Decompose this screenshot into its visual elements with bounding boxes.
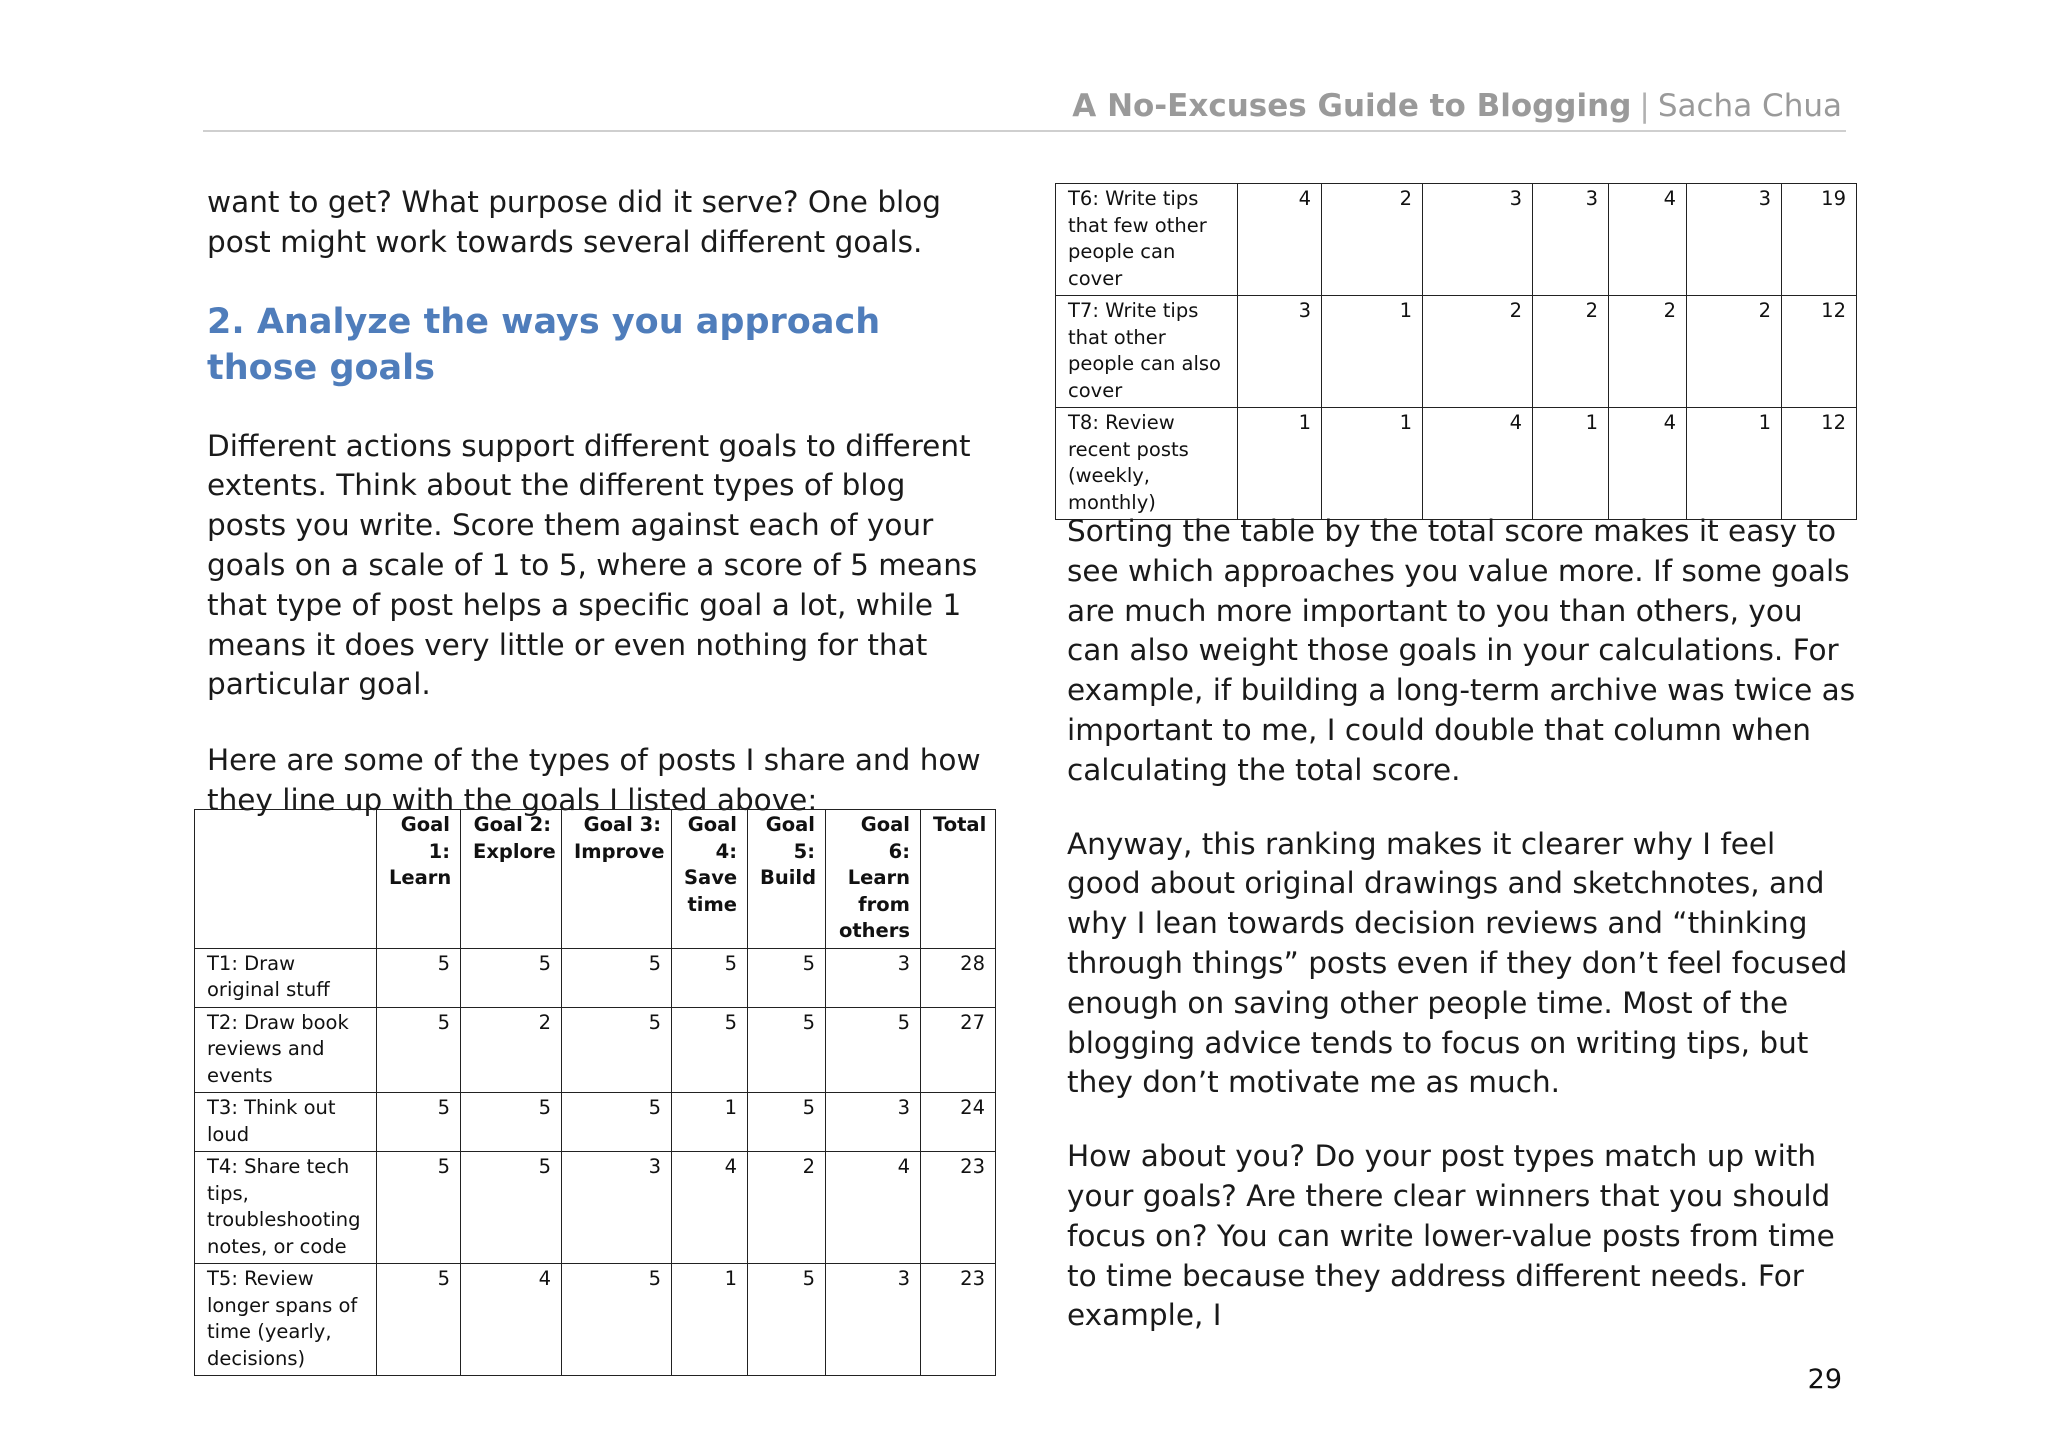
score-cell: 4: [1423, 408, 1533, 520]
table-row: [195, 1093, 996, 1152]
total-cell: 23: [921, 1264, 996, 1376]
score-cell: 4: [1609, 408, 1687, 520]
total-cell: 19: [1782, 184, 1857, 296]
score-cell: 5: [377, 1152, 461, 1264]
row-label: T1: Draw original stuff: [195, 948, 377, 1007]
total-cell: 12: [1782, 296, 1857, 408]
row-label: T4: Share tech tips, troubleshooting notes, or code: [195, 1152, 377, 1264]
score-cell: 1: [1533, 408, 1609, 520]
row-label: T8: Review recent posts (weekly, monthly): [1056, 408, 1238, 520]
header-cell-goal-5: Goal 5: Build: [748, 810, 826, 949]
row-label: T6: Write tips that few other people can cover: [1056, 184, 1238, 296]
paragraph-intro: want to get? What purpose did it serve? One blog post might work towards several different goals.: [207, 185, 942, 259]
header-cell-goal-6: Goal 6: Learn from others: [826, 810, 921, 949]
right-column: [1067, 512, 1857, 1336]
total-cell: 23: [921, 1152, 996, 1264]
header-book-title: A No-Excuses Guide to Blogging: [1072, 88, 1632, 124]
score-cell: 1: [1238, 408, 1322, 520]
score-cell: 5: [826, 1007, 921, 1093]
score-cell: 5: [748, 1264, 826, 1376]
running-header: [1072, 88, 1842, 124]
score-cell: 1: [1322, 296, 1423, 408]
header-cell-goal-4: Goal 4: Save time: [672, 810, 748, 949]
score-cell: 5: [377, 948, 461, 1007]
score-cell: 2: [1322, 184, 1423, 296]
table-row: [195, 948, 996, 1007]
paragraph-actions: Different actions support different goals to different extents. Think about the different types of blog posts you write. Score them against each of your goals on a scale of 1 to 5, where a score of 5 means that type of post helps a specific goal a lot, while 1 means it does very little or even nothing for that particular goal.: [207, 428, 978, 702]
table-row: [195, 1264, 996, 1376]
score-cell: 3: [562, 1152, 672, 1264]
score-table-continued: [1055, 183, 1857, 520]
header-divider: [203, 130, 1846, 132]
score-cell: 5: [672, 1007, 748, 1093]
score-cell: 5: [461, 1093, 562, 1152]
score-cell: 5: [377, 1264, 461, 1376]
score-cell: 3: [1533, 184, 1609, 296]
score-cell: 4: [672, 1152, 748, 1264]
header-separator: |: [1639, 88, 1650, 124]
score-cell: 5: [562, 1093, 672, 1152]
section-heading: 2. Analyze the ways you approach those goals: [207, 301, 881, 388]
score-cell: 3: [1423, 184, 1533, 296]
score-cell: 4: [1609, 184, 1687, 296]
header-author: Sacha Chua: [1657, 88, 1842, 124]
score-cell: 5: [461, 948, 562, 1007]
score-cell: 4: [826, 1152, 921, 1264]
table-row: [1056, 296, 1857, 408]
page-number: 29: [1807, 1364, 1842, 1395]
score-cell: 3: [826, 1264, 921, 1376]
paragraph-question: How about you? Do your post types match up with your goals? Are there clear winners that you should focus on? You can write lower-value posts from time to time because they address different needs. For example, I: [1067, 1139, 1835, 1333]
header-cell-goal-2: Goal 2: Explore: [461, 810, 562, 949]
score-cell: 2: [1423, 296, 1533, 408]
score-cell: 2: [1533, 296, 1609, 408]
score-cell: 3: [826, 1093, 921, 1152]
score-cell: 4: [461, 1264, 562, 1376]
row-label: T5: Review longer spans of time (yearly, decisions): [195, 1264, 377, 1376]
row-label: T7: Write tips that other people can also cover: [1056, 296, 1238, 408]
table-header-row: [195, 810, 996, 949]
header-cell-blank: [195, 810, 377, 949]
paragraph-ranking: Anyway, this ranking makes it clearer why I feel good about original drawings and sketchnotes, and why I lean towards decision reviews and “thinking through things” posts even if they don’t feel focused enough on saving other people time. Most of the blogging advice tends to focus on writing tips, but they don’t motivate me as much.: [1067, 826, 1848, 1100]
score-cell: 5: [672, 948, 748, 1007]
total-cell: 12: [1782, 408, 1857, 520]
score-cell: 5: [562, 948, 672, 1007]
row-label: T3: Think out loud: [195, 1093, 377, 1152]
left-column: [207, 183, 982, 821]
score-cell: 1: [1322, 408, 1423, 520]
score-cell: 5: [748, 1007, 826, 1093]
score-cell: 5: [461, 1152, 562, 1264]
total-cell: 24: [921, 1093, 996, 1152]
score-cell: 5: [748, 948, 826, 1007]
score-cell: 3: [826, 948, 921, 1007]
score-cell: 2: [1609, 296, 1687, 408]
score-cell: 2: [1687, 296, 1782, 408]
table-row: [195, 1007, 996, 1093]
header-cell-goal-3: Goal 3: Improve: [562, 810, 672, 949]
table-row: [195, 1152, 996, 1264]
total-cell: 28: [921, 948, 996, 1007]
header-cell-goal-1: Goal 1: Learn: [377, 810, 461, 949]
score-cell: 4: [1238, 184, 1322, 296]
row-label: T2: Draw book reviews and events: [195, 1007, 377, 1093]
table-row: [1056, 408, 1857, 520]
score-cell: 1: [1687, 408, 1782, 520]
score-cell: 5: [562, 1264, 672, 1376]
score-table: [194, 809, 996, 1376]
score-cell: 5: [748, 1093, 826, 1152]
header-cell-total: Total: [921, 810, 996, 949]
score-cell: 3: [1687, 184, 1782, 296]
total-cell: 27: [921, 1007, 996, 1093]
score-cell: 5: [562, 1007, 672, 1093]
score-cell: 2: [461, 1007, 562, 1093]
paragraph-post-types: Here are some of the types of posts I share and how they line up with the goals I listed above:: [207, 743, 981, 817]
paragraph-sorting: Sorting the table by the total score makes it easy to see which approaches you value more. If some goals are much more important to you than others, you can also weight those goals in your calculations. For example, if building a long-term archive was twice as important to me, I could double that column when calculating the total score.: [1067, 514, 1856, 787]
score-cell: 1: [672, 1093, 748, 1152]
table-row: [1056, 184, 1857, 296]
score-cell: 3: [1238, 296, 1322, 408]
score-cell: 5: [377, 1007, 461, 1093]
score-cell: 5: [377, 1093, 461, 1152]
score-cell: 2: [748, 1152, 826, 1264]
score-cell: 1: [672, 1264, 748, 1376]
